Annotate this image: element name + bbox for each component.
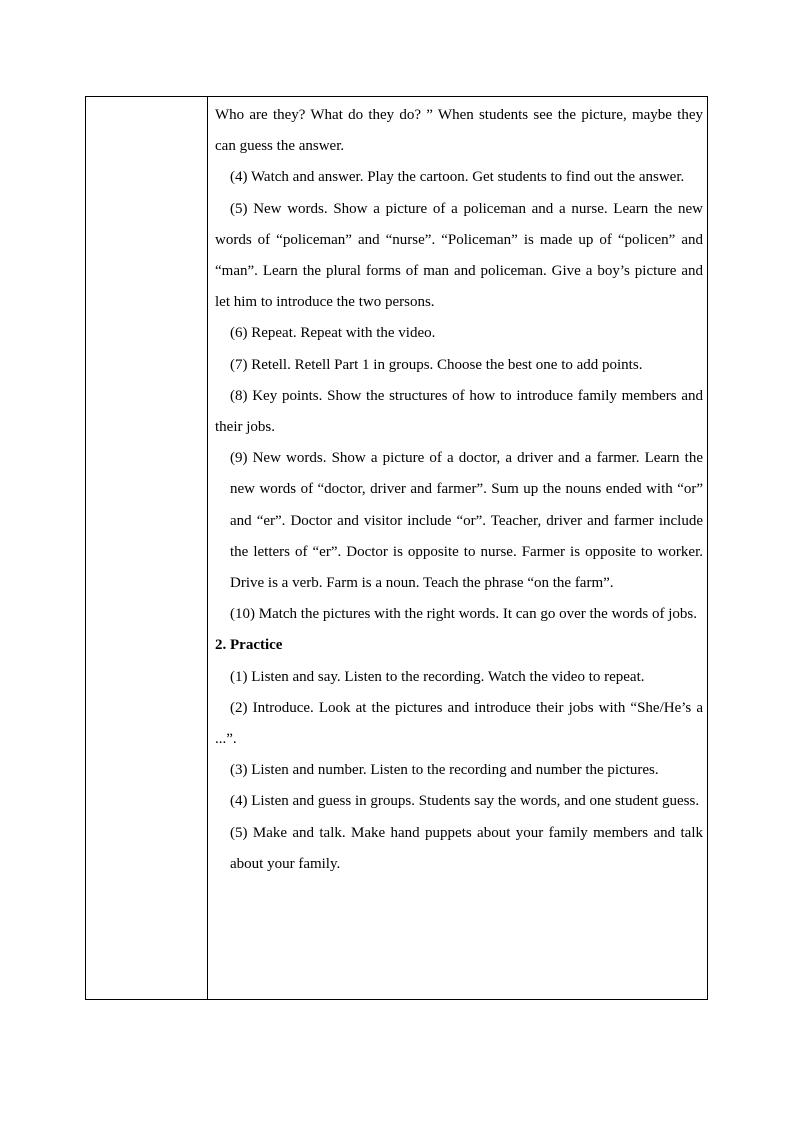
paragraph-watch-answer: (4) Watch and answer. Play the cartoon. Get students to find out the answer. xyxy=(230,169,685,186)
paragraph-key-points: (8) Key points. Show the structures of how to introduce family members and their jobs. xyxy=(215,387,703,436)
paragraph-match-pictures: (10) Match the pictures with the right words. It can go over the words of jobs. xyxy=(230,606,697,623)
paragraph-repeat: (6) Repeat. Repeat with the video. xyxy=(230,325,436,342)
paragraph-new-words-policeman: (5) New words. Show a picture of a policeman and a nurse. Learn the new words of “policeman” and “nurse”. “Policeman” is made up of “policen” and “man”. Learn the plural forms of man and policeman. Give a boy’s picture and let him to introduce the two persons. xyxy=(215,200,703,311)
paragraph-retell: (7) Retell. Retell Part 1 in groups. Choose the best one to add points. xyxy=(230,356,643,373)
paragraph-introduce: (2) Introduce. Look at the pictures and introduce their jobs with “She/He’s a ...”. xyxy=(215,699,703,748)
lesson-table xyxy=(85,96,708,1000)
paragraph-intro: Who are they? What do they do? ” When students see the picture, maybe they can guess the answer. xyxy=(215,107,703,155)
section-heading-practice: 2. Practice xyxy=(215,637,283,654)
paragraph-listen-say: (1) Listen and say. Listen to the recording. Watch the video to repeat. xyxy=(230,668,645,685)
paragraph-make-talk: (5) Make and talk. Make hand puppets about your family members and talk about your family. xyxy=(230,824,703,872)
paragraph-listen-number: (3) Listen and number. Listen to the recording and number the pictures. xyxy=(230,762,659,779)
paragraph-listen-guess: (4) Listen and guess in groups. Students say the words, and one student guess. xyxy=(230,793,700,810)
table-left-column xyxy=(86,97,208,999)
table-content-cell xyxy=(215,100,703,880)
paragraph-new-words-doctor: (9) New words. Show a picture of a doctor, a driver and a farmer. Learn the new words of “doctor, driver and farmer”. Sum up the nouns ended with “or” and “er”. Doctor and visitor include “or”. Teacher, driver and farmer include the letters of “er”. Doctor is opposite to nurse. Farmer is opposite to worker. Drive is a verb. Farm is a noun. Teach the phrase “on the farm”. xyxy=(230,450,703,592)
